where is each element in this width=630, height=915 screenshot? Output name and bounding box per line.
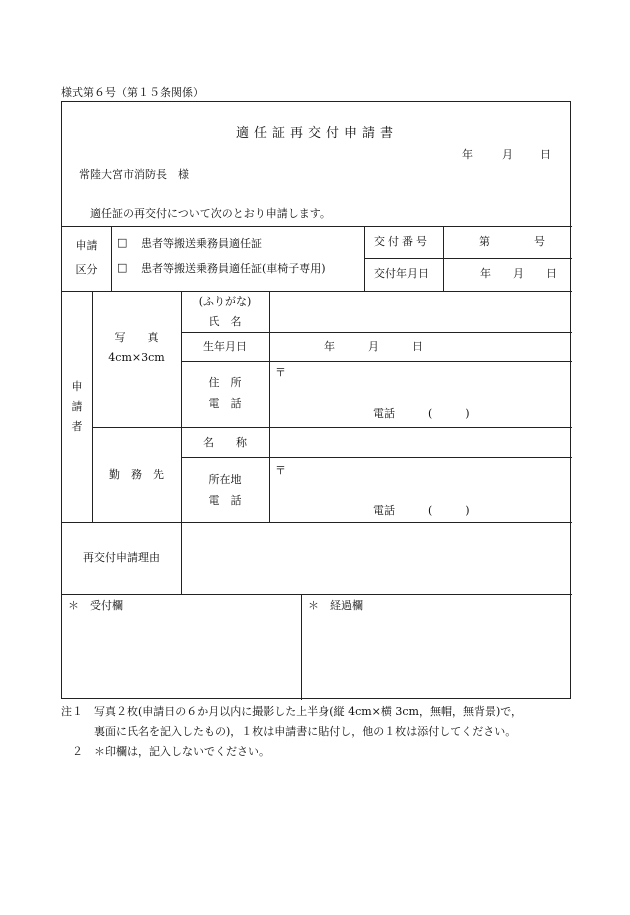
- divider: [62, 594, 572, 595]
- application-type-label: 区分: [75, 263, 98, 276]
- intro-text: 適任証の再交付について次のとおり申請します。: [90, 207, 331, 220]
- divider: [443, 226, 444, 291]
- name-label: 氏 名: [208, 315, 242, 328]
- checkbox-option-1[interactable]: □: [117, 236, 128, 249]
- photo-size: 4cm×3cm: [108, 351, 165, 364]
- location-label: 所在地: [208, 473, 242, 486]
- issue-date-label: 交付年月日: [374, 267, 429, 280]
- divider: [181, 457, 572, 458]
- reception-label: ＊ 受付欄: [68, 599, 123, 612]
- issue-date-value: 年 月 日: [480, 267, 557, 280]
- divider: [92, 291, 93, 522]
- phone-value: 電話 ( ): [373, 407, 470, 420]
- postal-mark: 〒: [275, 464, 286, 477]
- application-form: [61, 101, 571, 699]
- divider: [181, 361, 572, 362]
- divider: [92, 427, 572, 428]
- photo-label: 写 真: [114, 331, 159, 344]
- issue-number-label: 交付番号: [374, 235, 430, 248]
- form-title: 適任証再交付申請書: [235, 126, 398, 141]
- progress-label: ＊ 経過欄: [308, 599, 363, 612]
- notes: [61, 702, 581, 762]
- divider: [301, 594, 302, 700]
- note-line: 注１ 写真２枚(申請日の６か月以内に撮影した上半身(縦 4cm×横 3cm，無帽，無背景)で，: [61, 705, 523, 718]
- birth-label: 生年月日: [203, 340, 247, 353]
- address-label: 住 所: [208, 376, 242, 389]
- workplace-label: 勤 務 先: [109, 468, 164, 481]
- application-type-label: 申請: [75, 239, 98, 252]
- divider: [62, 291, 572, 292]
- furigana-label: (ふりがな): [198, 295, 252, 308]
- applicant-section-label: 申 請 者: [71, 380, 83, 433]
- reason-label: 再交付申請理由: [83, 551, 160, 564]
- note-line: 裏面に氏名を記入したもの)，１枚は申請書に貼付し，他の１枚は添付してください。: [61, 725, 517, 738]
- note-line: ２ ＊印欄は，記入しないでください。: [61, 745, 270, 758]
- divider: [181, 332, 572, 333]
- company-name-label: 名 称: [203, 436, 247, 449]
- addressee: 常陸大宮市消防長 様: [79, 168, 189, 181]
- date-day: 日: [540, 148, 551, 161]
- workplace-phone-value: 電話 ( ): [373, 504, 470, 517]
- date-year: 年: [462, 148, 473, 161]
- divider: [62, 522, 572, 523]
- form-number: 様式第６号（第１５条関係）: [61, 86, 204, 99]
- option-2-label: 患者等搬送乗務員適任証(車椅子専用): [141, 262, 326, 275]
- birth-value: 年 月 日: [324, 340, 423, 353]
- divider: [364, 226, 365, 291]
- date-month: 月: [502, 148, 513, 161]
- issue-number-value: 第 号: [479, 235, 545, 248]
- divider: [364, 258, 572, 259]
- divider: [62, 226, 572, 227]
- divider: [111, 226, 112, 291]
- option-1-label: 患者等搬送乗務員適任証: [141, 237, 262, 250]
- postal-mark: 〒: [275, 366, 286, 379]
- phone-label: 電 話: [208, 397, 242, 410]
- checkbox-option-2[interactable]: □: [117, 261, 128, 274]
- workplace-phone-label: 電 話: [208, 494, 242, 507]
- divider: [269, 291, 270, 522]
